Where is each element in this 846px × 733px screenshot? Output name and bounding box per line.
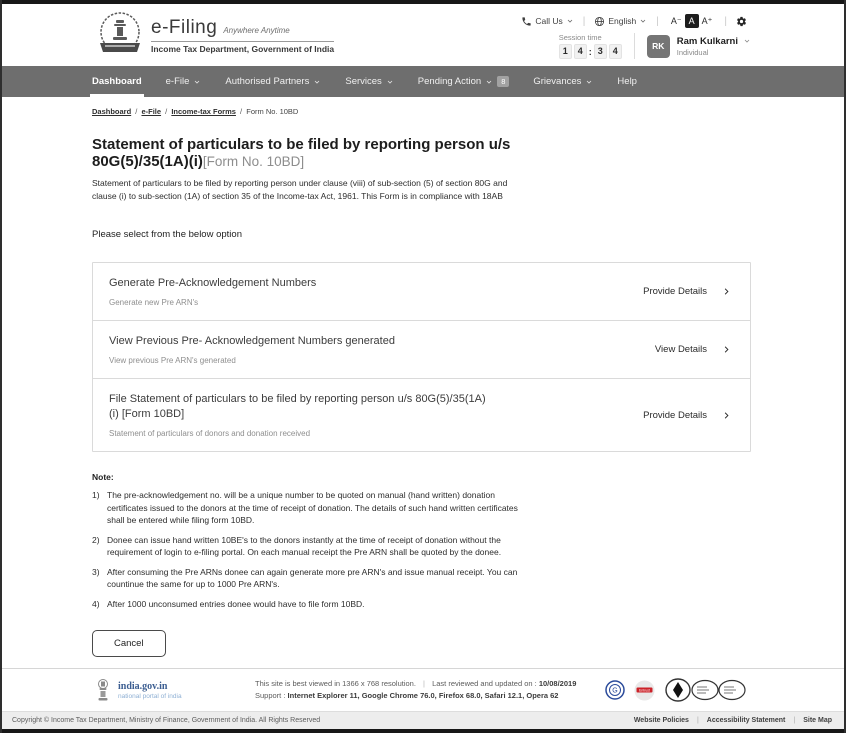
session-digit: 1 [559,44,572,59]
footer-main [2,668,844,711]
select-option-label: Please select from the below option [92,229,242,240]
option-row-file-statement [93,379,750,451]
note-label: Note: [92,472,114,482]
option-subtitle: View previous Pre ARN's generated [109,356,236,365]
accessibility-statement-link[interactable]: Accessibility Statement [706,717,786,724]
nav-item-authorised-partners[interactable] [213,66,333,97]
avatar: RK [647,35,670,58]
best-viewed-text: This site is best viewed in 1366 x 768 resolution. [255,679,416,688]
efiling-logo [97,10,334,60]
option-title: File Statement of particulars to be filed by reporting person u/s 80G(5)/35(1A)(i) [Form 10BD] [109,393,486,420]
font-size-default-button[interactable]: A [685,14,699,28]
chevron-down-icon [313,78,321,86]
page-title-line2: 80G(5)/35(1A)(i) [92,153,203,170]
chevron-down-icon [485,78,493,86]
nav-label: Dashboard [92,76,142,87]
breadcrumb-current: Form No. 10BD [246,107,299,116]
form-number-suffix: [Form No. 10BD] [202,154,305,169]
page-title [92,136,751,170]
support-browsers: Internet Explorer 11, Google Chrome 76.0, Firefox 68.0, Safari 12.1, Opera 62 [287,691,559,700]
header [2,4,844,66]
page-title-line1: Statement of particulars to be filed by reporting person u/s [92,136,511,153]
page-description: Statement of particulars to be filed by reporting person under clause (viii) of sub-section (5) of section 80G and clause (i) to sub-section (1A) of section 35 of the Income-tax Act, 1961. This Form is in compliance with 18AB [92,178,508,201]
note-text: After 1000 unconsumed entries donee would have to file form 10BD. [107,598,365,609]
font-size-increase-button[interactable]: A⁺ [701,15,713,26]
chevron-right-icon [721,410,732,421]
action-label: Provide Details [643,286,707,297]
g-certification-badge-icon [605,680,625,700]
font-size-decrease-button[interactable]: A⁻ [670,15,682,26]
logo-text [151,17,334,54]
session-digit: 3 [594,44,607,59]
note-number: 2) [92,534,100,545]
website-policies-link[interactable]: Website Policies [633,717,689,724]
option-title: Generate Pre-Acknowledgement Numbers [109,277,317,289]
action-label: Provide Details [643,409,707,421]
entrust-badge-icon [634,680,655,701]
utility-bar [521,14,747,28]
view-details-link[interactable] [655,344,732,355]
session-time-separator: : [588,46,592,57]
india-gov-link[interactable] [95,678,245,702]
income-tax-emblem-icon [97,10,143,60]
breadcrumb-link-dashboard[interactable]: Dashboard [92,107,132,116]
options-card [92,262,751,452]
session-digit: 4 [574,44,587,59]
note-section [92,472,751,610]
logo-subtitle: Income Tax Department, Government of India [151,41,334,54]
globe-icon [594,16,605,27]
provide-details-link[interactable] [643,286,732,297]
session-timer [559,33,635,59]
call-us-menu[interactable] [521,16,573,27]
chevron-right-icon [721,344,732,355]
last-reviewed-date: 10/08/2019 [538,679,577,688]
nav-item-dashboard[interactable] [80,66,154,97]
bottom-border-bar [2,729,844,733]
chevron-down-icon [386,78,394,86]
breadcrumb-separator: / [165,107,168,116]
nav-item-grievances[interactable] [521,66,605,97]
india-emblem-icon [95,678,111,702]
divider: | [724,15,727,27]
chevron-right-icon [721,286,732,297]
breadcrumb [92,107,751,116]
chevron-down-icon [193,78,201,86]
divider: | [582,15,586,27]
breadcrumb-link-e-file[interactable]: e-File [141,107,162,116]
language-menu[interactable] [594,16,647,27]
settings-gear-icon[interactable] [736,16,747,27]
session-user-row [559,33,751,59]
provide-details-link[interactable] [643,410,732,421]
nav-label: Pending Action [417,76,482,87]
last-reviewed-label: Last reviewed and updated on : [432,679,537,688]
certification-badges [605,678,746,702]
india-gov-label: india.gov.in [118,680,168,692]
chevron-down-icon [639,17,647,25]
divider: | [423,679,425,688]
site-map-link[interactable]: Site Map [803,717,832,724]
cancel-button[interactable]: Cancel [92,630,166,657]
svg-text:Entrust: Entrust [639,688,650,693]
content [2,107,844,657]
session-time-label: Session time [558,33,602,42]
support-label: Support : [255,691,286,700]
phone-icon [521,16,532,27]
user-menu[interactable] [647,35,751,58]
copyright-text: Copyright © Income Tax Department, Ministry of Finance, Government of India. All Rights Reserved [12,717,321,724]
option-title: View Previous Pre- Acknowledgement Numbers generated [109,335,395,347]
divider: | [656,15,659,27]
option-row-generate-pre-arn [93,263,750,321]
pending-action-badge: 8 [497,76,509,87]
nav-item-services[interactable] [333,66,405,97]
session-digit: 4 [609,44,622,59]
note-text: Donee can issue hand written 10BE's to the donors instantly at the time of receipt of donation without the requirement of login to e-filing portal. On each manual receipt the Pre ARN shall be quoted by the donee. [107,534,502,557]
breadcrumb-separator: / [240,107,243,116]
user-role: Individual [676,47,709,57]
note-text: The pre-acknowledgement no. will be a unique number to be quoted on manual (hand written) donation certificates issued to the donors at the time of receipt of donation. The details of such hand written certificates shall be entered while filing form 10BD. [107,490,518,525]
footer-meta [255,678,576,702]
iso-certification-badges-icon [664,678,746,702]
nav-label: e-File [165,76,190,87]
divider: | [696,717,699,724]
breadcrumb-link-income-tax-forms[interactable]: Income-tax Forms [171,107,236,116]
nav-label: Help [617,76,637,87]
language-label: English [608,16,637,26]
brand-tagline: Anywhere Anytime [223,25,290,35]
nav-item-pending-action[interactable] [406,66,522,97]
note-number: 1) [92,490,100,500]
nav-label: Grievances [533,76,582,87]
option-row-view-previous-pre-arn [93,321,750,379]
note-item [92,566,751,591]
note-item [92,598,751,611]
note-item [92,534,751,559]
option-subtitle: Statement of particulars of donors and donation received [109,429,311,438]
svg-text:G: G [612,687,618,695]
chevron-down-icon [566,17,574,25]
note-text: After consuming the Pre ARNs donee can again generate more pre ARN's and issue manual receipt. You can countinue the same for up to 1000 Pre ARN's. [107,566,518,589]
note-number: 3) [92,566,100,577]
nav-label: Authorised Partners [225,76,310,87]
copyright-bar [2,711,844,729]
main-nav [2,66,844,97]
option-subtitle: Generate new Pre ARN's [109,298,199,307]
user-name: Ram Kulkarni [676,35,738,47]
brand-name: e-Filing [151,16,218,38]
note-number: 4) [92,598,100,609]
india-gov-tagline: national portal of india [118,692,182,700]
note-item [92,489,751,527]
action-label: View Details [654,344,707,355]
nav-label: Services [345,76,382,87]
chevron-down-icon [743,37,751,45]
breadcrumb-separator: / [135,107,138,116]
footer [2,668,844,729]
nav-item-help[interactable] [605,66,649,97]
nav-item-e-file[interactable] [154,66,214,97]
chevron-down-icon [585,78,593,86]
divider: | [793,717,796,724]
call-us-label: Call Us [535,16,563,26]
